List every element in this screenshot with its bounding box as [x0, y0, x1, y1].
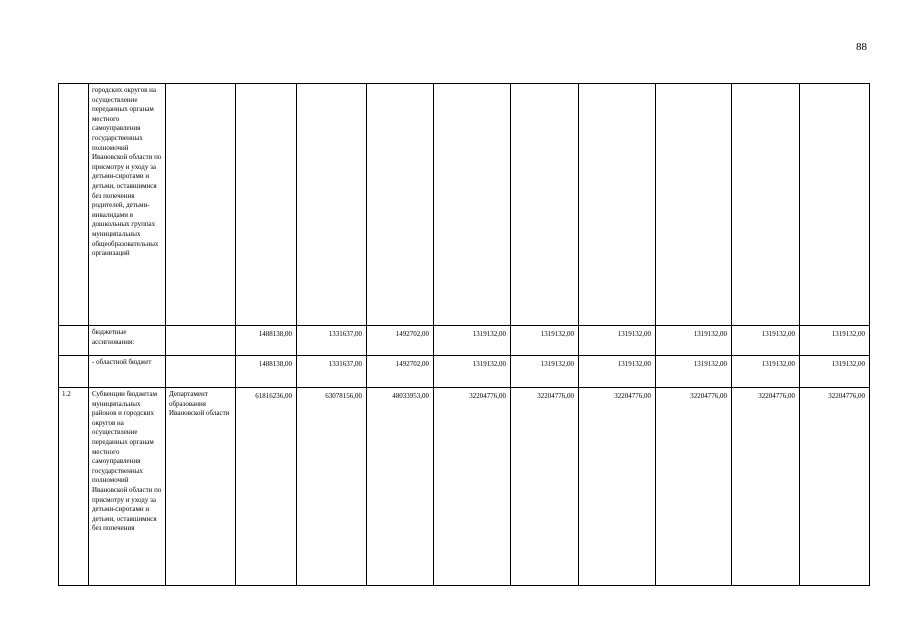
value-cell: 32204776,00 [579, 388, 656, 586]
executor [166, 356, 236, 388]
table-row [59, 356, 870, 388]
value-cell: 1488138,00 [236, 326, 297, 356]
value-cell: 1319132,00 [579, 326, 656, 356]
value-cell [732, 84, 800, 326]
value-cell: 1492702,00 [367, 356, 434, 388]
value-cell: 48033953,00 [367, 388, 434, 586]
table-row [59, 388, 870, 586]
value-cell: 1319132,00 [656, 326, 732, 356]
row-number [59, 326, 89, 356]
value-cell [297, 84, 367, 326]
table-row [59, 326, 870, 356]
value-cell: 1319132,00 [800, 356, 870, 388]
executor [166, 84, 236, 326]
value-cell [434, 84, 511, 326]
value-cell: 32204776,00 [434, 388, 511, 586]
budget-table [58, 83, 870, 586]
value-cell [656, 84, 732, 326]
value-cell: 1319132,00 [511, 356, 579, 388]
value-cell: 63078156,00 [297, 388, 367, 586]
value-cell: 32204776,00 [732, 388, 800, 586]
item-name: Субвенции бюджетам муниципальных районов и городских округов на осуществление переданных органам местного самоуправления государственных полномочий Ивановской области по присмотру и уходу за детьми-сиротами и детьми, оставшимися без попечения [89, 388, 166, 586]
row-number: 1.2 [59, 388, 89, 586]
item-name: бюджетные ассигнования: [89, 326, 166, 356]
value-cell: 32204776,00 [656, 388, 732, 586]
value-cell [579, 84, 656, 326]
value-cell: 1319132,00 [434, 326, 511, 356]
value-cell: 1331637,00 [297, 326, 367, 356]
value-cell: 1319132,00 [656, 356, 732, 388]
executor: Департамент образования Ивановской области [166, 388, 236, 586]
value-cell: 1319132,00 [800, 326, 870, 356]
value-cell [511, 84, 579, 326]
executor [166, 326, 236, 356]
value-cell: 1331637,00 [297, 356, 367, 388]
row-number [59, 84, 89, 326]
value-cell: 1319132,00 [732, 326, 800, 356]
value-cell: 1488138,00 [236, 356, 297, 388]
value-cell: 1319132,00 [434, 356, 511, 388]
value-cell [367, 84, 434, 326]
value-cell: 32204776,00 [511, 388, 579, 586]
page-number: 88 [856, 41, 867, 53]
value-cell: 1492702,00 [367, 326, 434, 356]
value-cell: 1319132,00 [579, 356, 656, 388]
item-name: - областной бюджет [89, 356, 166, 388]
value-cell: 32204776,00 [800, 388, 870, 586]
table-row [59, 84, 870, 326]
value-cell: 1319132,00 [732, 356, 800, 388]
value-cell: 1319132,00 [511, 326, 579, 356]
value-cell [800, 84, 870, 326]
row-number [59, 356, 89, 388]
value-cell: 61816236,00 [236, 388, 297, 586]
item-name: городских округов на осуществление переданных органам местного самоуправления государственных полномочий Ивановской области по присмотру и уходу за детьми-сиротами и детьми, оставшимися без попечения родителей, детьми-инвалидами в дошкольных группах муниципальных общеобразовательных организаций [89, 84, 166, 326]
value-cell [236, 84, 297, 326]
